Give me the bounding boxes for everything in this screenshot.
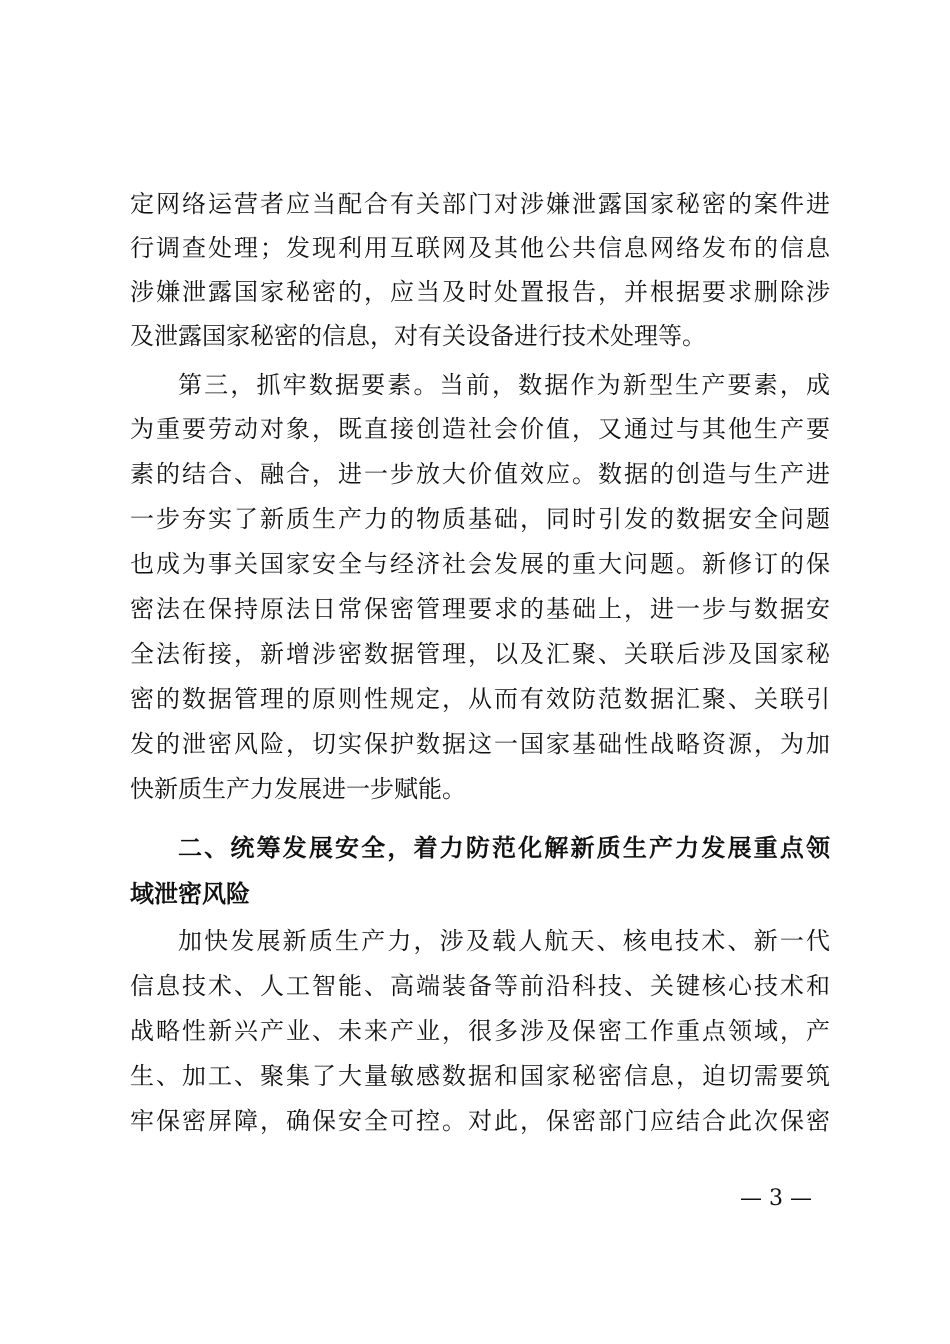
paragraph-1-line-4: 及泄露国家秘密的信息，对有关设备进行技术处理等。 (130, 322, 706, 350)
section-heading-line-1: 二、统筹发展安全，着力防范化解新质生产力发展重点领 (178, 834, 830, 862)
paragraph-2-line-8: 密的数据管理的原则性规定，从而有效防范数据汇聚、关联引 (130, 685, 830, 713)
paragraph-1-line-2: 行调查处理；发现利用互联网及其他公共信息网络发布的信息 (130, 234, 830, 262)
paragraph-2-line-2: 为重要劳动对象，既直接创造社会价值，又通过与其他生产要 (130, 415, 830, 443)
paragraph-2-line-1: 第三，抓牢数据要素。当前，数据作为新型生产要素，成 (178, 371, 830, 399)
paragraph-2-line-3: 素的结合、融合，进一步放大价值效应。数据的创造与生产进 (130, 460, 830, 488)
paragraph-2-line-4: 一步夯实了新质生产力的物质基础，同时引发的数据安全问题 (130, 505, 830, 533)
section-heading-line-2: 域泄密风险 (130, 880, 250, 908)
paragraph-2-line-6: 密法在保持原法日常保密管理要求的基础上，进一步与数据安 (130, 595, 830, 623)
page-number: — 3 — (740, 1186, 812, 1211)
paragraph-3-line-4: 生、加工、聚集了大量敏感数据和国家秘密信息，迫切需要筑 (130, 1062, 830, 1090)
paragraph-2-line-5: 也成为事关国家安全与经济社会发展的重大问题。新修订的保 (130, 550, 830, 578)
paragraph-3-line-5: 牢保密屏障，确保安全可控。对此，保密部门应结合此次保密 (130, 1107, 830, 1135)
paragraph-2-line-7: 全法衔接，新增涉密数据管理，以及汇聚、关联后涉及国家秘 (130, 640, 830, 668)
paragraph-3-line-2: 信息技术、人工智能、高端装备等前沿科技、关键核心技术和 (130, 972, 830, 1000)
paragraph-2-line-9: 发的泄密风险，切实保护数据这一国家基础性战略资源，为加 (130, 730, 830, 758)
paragraph-3-line-3: 战略性新兴产业、未来产业，很多涉及保密工作重点领域，产 (130, 1017, 830, 1045)
paragraph-1-line-3: 涉嫌泄露国家秘密的，应当及时处置报告，并根据要求删除涉 (130, 278, 830, 306)
paragraph-3-line-1: 加快发展新质生产力，涉及载人航天、核电技术、新一代 (178, 927, 830, 955)
paragraph-2-line-10: 快新质生产力发展进一步赋能。 (130, 775, 466, 803)
paragraph-1-line-1: 定网络运营者应当配合有关部门对涉嫌泄露国家秘密的案件进 (130, 190, 830, 218)
